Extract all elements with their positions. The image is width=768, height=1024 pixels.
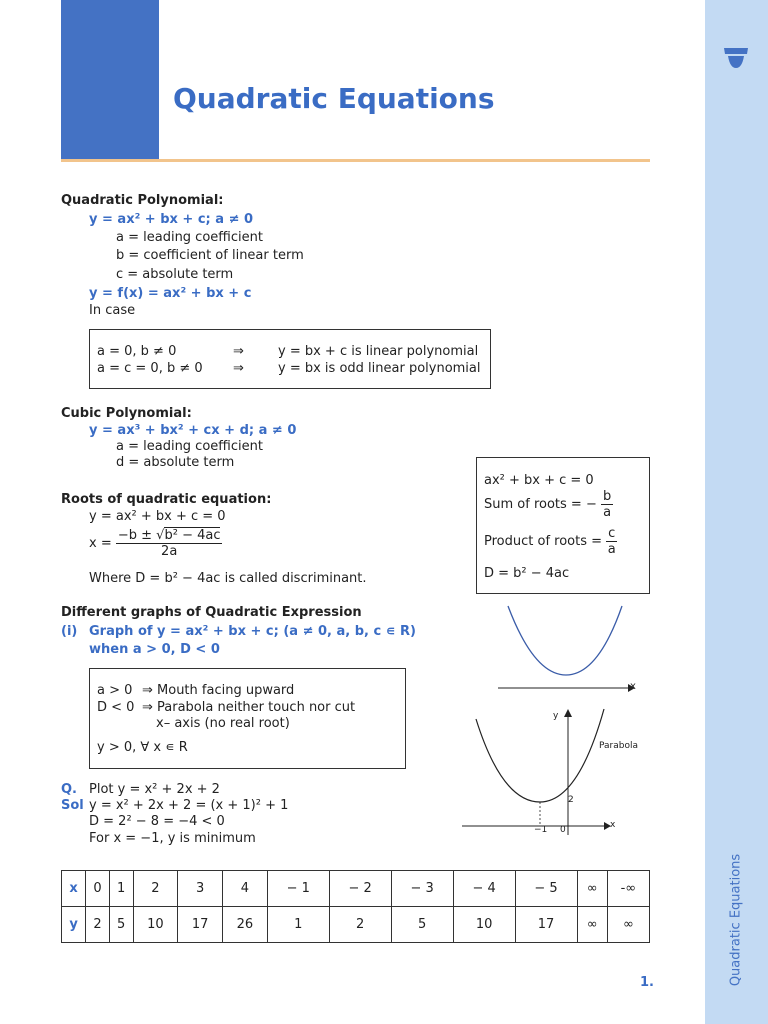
table-cell: 2 bbox=[329, 907, 391, 943]
quadratic-formula-numerator bbox=[116, 528, 223, 544]
quadratic-equation: y = ax² + bx + c; a ≠ 0 bbox=[89, 212, 254, 227]
table-cell: 5 bbox=[391, 907, 453, 943]
roots-equation: y = ax² + bx + c = 0 bbox=[89, 509, 226, 524]
sum-of-roots-label: Sum of roots = − bbox=[484, 497, 597, 512]
page-title: Quadratic Equations bbox=[173, 82, 495, 115]
header-color-block bbox=[61, 0, 159, 160]
table-cell: ∞ bbox=[577, 871, 607, 907]
facing-text-4: y > 0, ∀ x ∊ R bbox=[97, 740, 188, 755]
table-cell: 17 bbox=[515, 907, 577, 943]
product-numerator: c bbox=[608, 526, 616, 541]
graph2-x-label: x bbox=[610, 820, 616, 830]
graph2-origin-label: 0 bbox=[560, 825, 566, 835]
upward-parabola-graph bbox=[494, 600, 644, 700]
table-cell: ∞ bbox=[607, 907, 649, 943]
case-result-1: y = bx + c is linear polynomial bbox=[278, 344, 479, 359]
graph2-curve-label: Parabola bbox=[599, 741, 638, 751]
case-box bbox=[89, 329, 491, 389]
product-denominator: a bbox=[607, 542, 616, 557]
graph1-x-label: x bbox=[630, 681, 636, 692]
question-label: Q. bbox=[61, 782, 77, 797]
table-cell: 4 bbox=[223, 871, 268, 907]
graph-case-number: (i) bbox=[61, 624, 78, 639]
quadratic-heading: Quadratic Polynomial: bbox=[61, 193, 224, 208]
quadratic-formula-fraction bbox=[116, 528, 223, 559]
facing-cond-1: a > 0 bbox=[97, 683, 133, 698]
facing-text-3: x– axis (no real root) bbox=[156, 716, 290, 731]
graph2-min-x-label: −1 bbox=[534, 825, 548, 835]
table-header-x: x bbox=[62, 871, 86, 907]
sum-denominator: a bbox=[603, 505, 612, 520]
roots-box-equation: ax² + bx + c = 0 bbox=[484, 473, 594, 488]
upward-parabola-curve bbox=[508, 606, 622, 675]
facing-text-1: ⇒ Mouth facing upward bbox=[142, 683, 295, 698]
product-of-roots-fraction bbox=[606, 526, 617, 557]
values-table bbox=[61, 870, 650, 943]
cubic-def-d: d = absolute term bbox=[116, 455, 235, 470]
case-arrow-1: ⇒ bbox=[233, 344, 244, 359]
roots-heading: Roots of quadratic equation: bbox=[61, 492, 272, 507]
function-equation: y = f(x) = ax² + bx + c bbox=[89, 286, 252, 301]
table-cell: 10 bbox=[453, 907, 515, 943]
graph-case-line2: when a > 0, D < 0 bbox=[89, 642, 220, 657]
table-cell: 2 bbox=[86, 907, 110, 943]
table-cell: 1 bbox=[267, 907, 329, 943]
quadratic-def-a: a = leading coefficient bbox=[116, 230, 263, 245]
cubic-heading: Cubic Polynomial: bbox=[61, 406, 192, 421]
header-rule bbox=[61, 159, 650, 162]
graph-case-line1: Graph of y = ax² + bx + c; (a ≠ 0, a, b, c ∊ R) bbox=[89, 624, 416, 639]
table-cell: 3 bbox=[178, 871, 223, 907]
table-row-y bbox=[62, 907, 650, 943]
cubic-def-a: a = leading coefficient bbox=[116, 439, 263, 454]
quadratic-formula bbox=[89, 528, 222, 559]
table-cell: 5 bbox=[109, 907, 133, 943]
table-cell: -∞ bbox=[607, 871, 649, 907]
y-axis-arrow-icon bbox=[564, 709, 572, 717]
side-label: Quadratic Equations bbox=[728, 853, 744, 987]
table-cell: 0 bbox=[86, 871, 110, 907]
numerator-prefix: −b ± bbox=[117, 528, 153, 543]
case-cond-1: a = 0, b ≠ 0 bbox=[97, 344, 177, 359]
table-cell: − 5 bbox=[515, 871, 577, 907]
case-cond-2: a = c = 0, b ≠ 0 bbox=[97, 361, 203, 376]
logo-icon bbox=[722, 46, 750, 72]
graph2-y-label: y bbox=[553, 711, 559, 721]
graphs-heading: Different graphs of Quadratic Expression bbox=[61, 605, 362, 620]
facing-cond-2: D < 0 bbox=[97, 700, 135, 715]
sum-of-roots bbox=[484, 489, 613, 520]
table-cell: 17 bbox=[178, 907, 223, 943]
table-cell: 2 bbox=[133, 871, 178, 907]
table-cell: − 1 bbox=[267, 871, 329, 907]
solution-line-1: y = x² + 2x + 2 = (x + 1)² + 1 bbox=[89, 798, 289, 813]
page-number: 1. bbox=[640, 975, 654, 990]
graph2-min-y-label: 2 bbox=[568, 795, 574, 805]
quadratic-def-b: b = coefficient of linear term bbox=[116, 248, 304, 263]
question-text: Plot y = x² + 2x + 2 bbox=[89, 782, 220, 797]
table-cell: − 4 bbox=[453, 871, 515, 907]
case-arrow-2: ⇒ bbox=[233, 361, 244, 376]
in-case-text: In case bbox=[89, 303, 136, 318]
table-cell: 1 bbox=[109, 871, 133, 907]
discriminant-formula: D = b² − 4ac bbox=[484, 566, 570, 581]
case-result-2: y = bx is odd linear polynomial bbox=[278, 361, 481, 376]
table-cell: − 3 bbox=[391, 871, 453, 907]
quadratic-def-c: c = absolute term bbox=[116, 267, 234, 282]
sum-numerator: b bbox=[602, 489, 612, 504]
sqrt-icon: √ bbox=[156, 528, 165, 543]
quadratic-formula-denominator: 2a bbox=[161, 544, 178, 559]
table-cell: 26 bbox=[223, 907, 268, 943]
solution-line-3: For x = −1, y is minimum bbox=[89, 831, 256, 846]
quadratic-formula-x: x = bbox=[89, 536, 112, 551]
table-cell: 10 bbox=[133, 907, 178, 943]
plotted-parabola-curve bbox=[476, 709, 604, 802]
table-row-x bbox=[62, 871, 650, 907]
product-of-roots bbox=[484, 526, 617, 557]
table-cell: ∞ bbox=[577, 907, 607, 943]
solution-line-2: D = 2² − 8 = −4 < 0 bbox=[89, 814, 225, 829]
radicand: b² − 4ac bbox=[164, 528, 221, 543]
table-header-y: y bbox=[62, 907, 86, 943]
plotted-parabola-graph bbox=[460, 705, 620, 840]
table-cell: − 2 bbox=[329, 871, 391, 907]
facing-text-2: ⇒ Parabola neither touch nor cut bbox=[142, 700, 356, 715]
sum-of-roots-fraction bbox=[601, 489, 613, 520]
cubic-equation: y = ax³ + bx² + cx + d; a ≠ 0 bbox=[89, 423, 297, 438]
product-of-roots-label: Product of roots = bbox=[484, 534, 603, 549]
discriminant-note: Where D = b² − 4ac is called discriminant. bbox=[89, 571, 367, 586]
solution-label: Sol bbox=[61, 798, 84, 813]
